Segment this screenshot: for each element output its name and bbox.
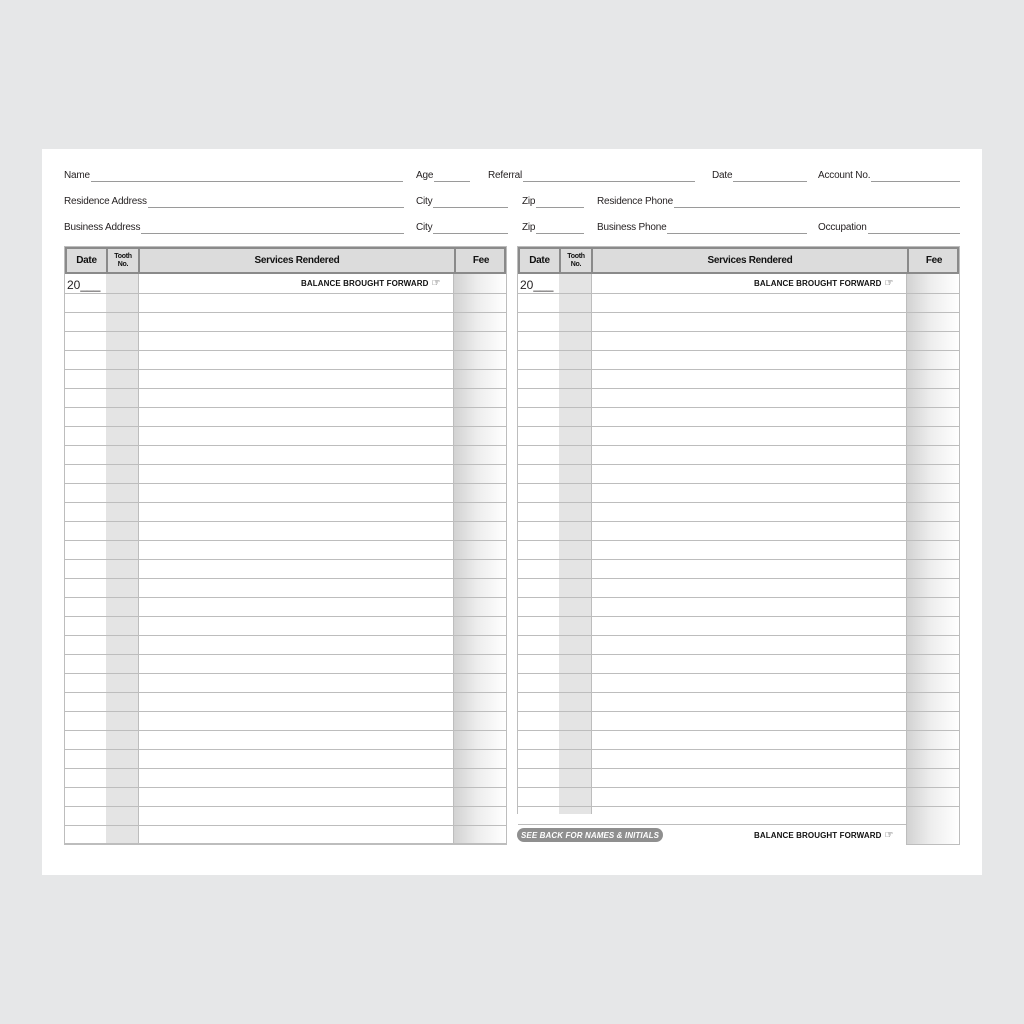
- date-field[interactable]: Date: [712, 166, 807, 182]
- row-rule: [518, 407, 959, 408]
- date-column: [518, 247, 560, 814]
- row-rule: [65, 369, 506, 370]
- pointing-hand-icon: ☞: [884, 277, 894, 289]
- row-rule: [518, 787, 959, 788]
- header-fee: Fee: [925, 255, 943, 266]
- header-tooth-no: Tooth No.: [108, 249, 140, 272]
- date-column: [65, 247, 107, 844]
- services-column: [591, 247, 907, 814]
- field-row-1: [64, 166, 960, 182]
- row-rule: [518, 331, 959, 332]
- referral-field[interactable]: Referral: [488, 166, 695, 182]
- see-back-badge: SEE BACK FOR NAMES & INITIALS: [517, 828, 663, 842]
- row-rule: [518, 730, 959, 731]
- row-rule: [518, 824, 959, 825]
- row-rule: [518, 521, 959, 522]
- row-rule: [518, 711, 959, 712]
- balance-brought-forward-label: BALANCE BROUGHT FORWARD ☞: [754, 277, 894, 289]
- header-date: Date: [520, 249, 561, 272]
- row-rule: [65, 445, 506, 446]
- residence-phone-field[interactable]: Residence Phone: [597, 192, 960, 208]
- row-rule: [65, 293, 506, 294]
- row-rule: [65, 711, 506, 712]
- balance-brought-forward-label: BALANCE BROUGHT FORWARD ☞: [301, 277, 441, 289]
- business-phone-field[interactable]: Business Phone: [597, 218, 807, 234]
- pointing-hand-icon: ☞: [431, 277, 441, 289]
- row-rule: [65, 673, 506, 674]
- residence-city-field[interactable]: City: [416, 192, 508, 208]
- header-date: Date: [67, 249, 108, 272]
- row-rule: [518, 350, 959, 351]
- header-services-rendered: Services Rendered: [140, 249, 456, 272]
- tooth-column-a: [559, 247, 576, 814]
- row-rule: [65, 635, 506, 636]
- row-rule: [518, 635, 959, 636]
- tooth-column-b: [575, 247, 592, 814]
- ledger-table-left: [64, 246, 507, 845]
- business-city-field[interactable]: City: [416, 218, 508, 234]
- row-rule: [65, 559, 506, 560]
- year-prefix: 20___: [520, 278, 554, 292]
- row-rule: [518, 692, 959, 693]
- row-rule: [65, 502, 506, 503]
- row-rule: [65, 540, 506, 541]
- row-rule: [518, 673, 959, 674]
- row-rule: [65, 350, 506, 351]
- row-rule: [65, 692, 506, 693]
- pointing-hand-icon: ☞: [884, 829, 894, 841]
- footer-balance-brought-forward: BALANCE BROUGHT FORWARD ☞: [754, 829, 894, 841]
- account-no-field[interactable]: Account No.: [818, 166, 960, 182]
- services-column: [138, 247, 454, 844]
- row-rule: [65, 483, 506, 484]
- year-prefix: 20___: [67, 278, 101, 292]
- row-rule: [65, 787, 506, 788]
- age-field[interactable]: Age: [416, 166, 470, 182]
- name-field[interactable]: Name: [64, 166, 403, 182]
- ledger-table-right: [517, 246, 960, 814]
- tooth-column-a: [106, 247, 123, 844]
- row-rule: [518, 806, 959, 807]
- row-rule: [65, 578, 506, 579]
- fee-column: [454, 247, 506, 844]
- table-header: [65, 247, 506, 274]
- row-rule: [518, 483, 959, 484]
- row-rule: [65, 843, 506, 844]
- field-row-3: [64, 218, 960, 234]
- header-fee: Fee: [472, 255, 490, 266]
- row-rule: [518, 768, 959, 769]
- row-rule: [518, 388, 959, 389]
- row-rule: [65, 464, 506, 465]
- balance-forward-fee-cell[interactable]: [906, 814, 960, 845]
- row-rule: [518, 502, 959, 503]
- row-rule: [518, 445, 959, 446]
- row-rule: [518, 654, 959, 655]
- tooth-column-b: [122, 247, 139, 844]
- occupation-field[interactable]: Occupation: [818, 218, 960, 234]
- row-rule: [65, 407, 506, 408]
- row-rule: [65, 312, 506, 313]
- row-rule: [65, 654, 506, 655]
- row-rule: [65, 521, 506, 522]
- header-tooth-no: Tooth No.: [561, 249, 593, 272]
- row-rule: [65, 749, 506, 750]
- row-rule: [65, 616, 506, 617]
- row-rule: [518, 426, 959, 427]
- table-header: [518, 247, 959, 274]
- row-rule: [65, 597, 506, 598]
- row-rule: [518, 749, 959, 750]
- business-address-field[interactable]: Business Address: [64, 218, 404, 234]
- row-rule: [65, 388, 506, 389]
- row-rule: [518, 578, 959, 579]
- header-services-rendered: Services Rendered: [593, 249, 909, 272]
- row-rule: [518, 559, 959, 560]
- row-rule: [518, 464, 959, 465]
- ledger-sheet: [42, 149, 982, 875]
- row-rule: [518, 540, 959, 541]
- field-row-2: [64, 192, 960, 208]
- fee-column: [907, 247, 959, 814]
- row-rule: [518, 312, 959, 313]
- row-rule: [518, 616, 959, 617]
- row-rule: [65, 730, 506, 731]
- business-zip-field[interactable]: Zip: [522, 218, 584, 234]
- row-rule: [65, 806, 506, 807]
- row-rule: [518, 597, 959, 598]
- row-rule: [65, 768, 506, 769]
- row-rule: [518, 293, 959, 294]
- row-rule: [518, 369, 959, 370]
- residence-address-field[interactable]: Residence Address: [64, 192, 404, 208]
- residence-zip-field[interactable]: Zip: [522, 192, 584, 208]
- row-rule: [65, 825, 506, 826]
- row-rule: [65, 426, 506, 427]
- row-rule: [65, 331, 506, 332]
